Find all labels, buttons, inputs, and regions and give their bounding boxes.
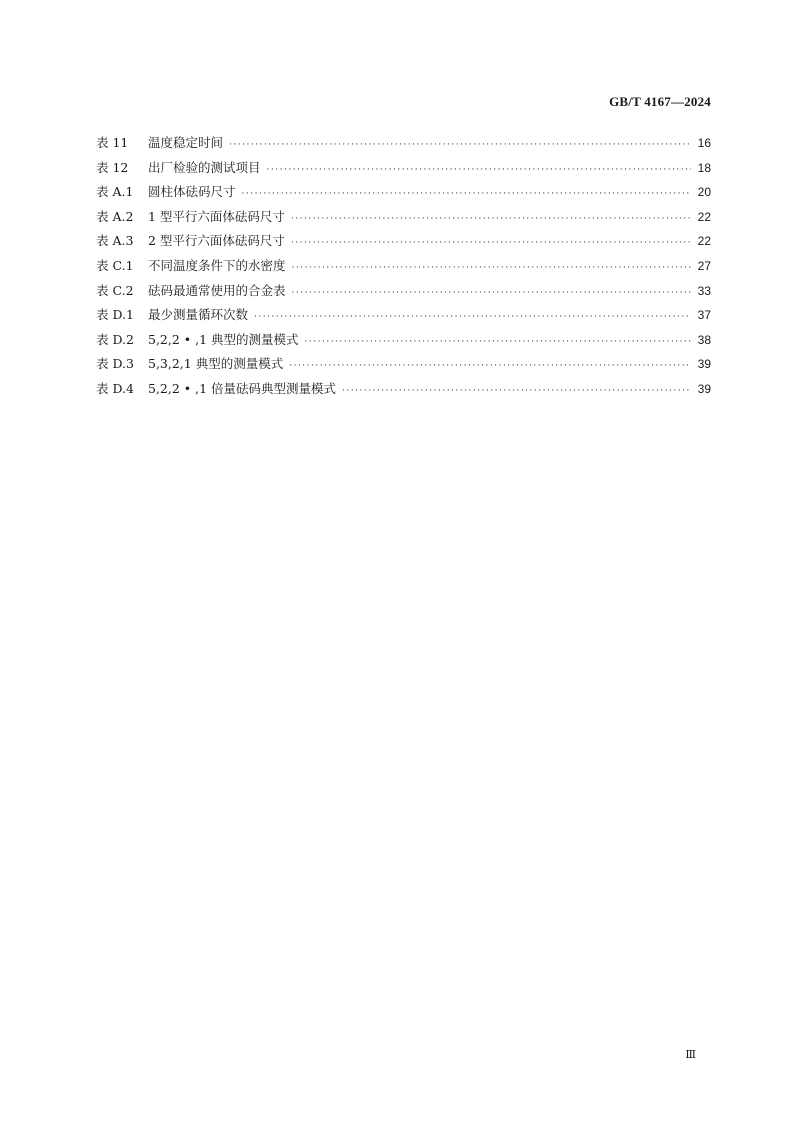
toc-entry-page: 38 (697, 332, 711, 347)
toc-entry-number: 表 C.1 (96, 257, 134, 273)
toc-entry[interactable] (96, 205, 711, 230)
toc-entry-number: 表 C.2 (96, 282, 134, 298)
toc-entry-title: 温度稳定时间 (148, 135, 224, 150)
toc-dot-leader (229, 133, 691, 158)
toc-dot-leader (305, 330, 691, 355)
toc-entry-number: 表 A.2 (96, 208, 134, 224)
toc-entry-title: 不同温度条件下的水密度 (148, 257, 286, 273)
toc-entry-number: 表 A.3 (96, 233, 134, 249)
toc-entry[interactable] (96, 254, 711, 279)
toc-entry-page: 39 (697, 357, 711, 372)
table-of-contents (96, 131, 711, 402)
toc-dot-leader (289, 354, 691, 379)
toc-entry[interactable] (96, 279, 711, 304)
toc-dot-leader (291, 207, 691, 232)
standard-header: GB/T 4167—2024 (609, 94, 711, 109)
toc-dot-leader (292, 256, 691, 281)
toc-entry-title: 5,2,2 • ,1 典型的测量模式 (148, 331, 299, 347)
toc-dot-leader (291, 231, 691, 256)
toc-entry-page: 37 (697, 308, 711, 323)
toc-entry-number: 表 A.1 (96, 184, 134, 200)
toc-dot-leader (267, 158, 691, 183)
toc-entry[interactable] (96, 352, 711, 377)
toc-dot-leader (254, 305, 691, 330)
toc-dot-leader (342, 379, 691, 404)
toc-entry-number: 表 D.2 (96, 331, 134, 347)
toc-entry[interactable] (96, 131, 711, 156)
toc-entry-title: 2 型平行六面体砝码尺寸 (148, 233, 285, 249)
toc-entry-page: 22 (697, 209, 711, 224)
toc-entry-page: 16 (697, 136, 711, 150)
toc-entry-title: 出厂检验的测试项目 (148, 159, 261, 175)
toc-entry[interactable] (96, 303, 711, 328)
toc-entry[interactable] (96, 156, 711, 181)
toc-entry-title: 1 型平行六面体砝码尺寸 (148, 208, 285, 224)
toc-entry[interactable] (96, 180, 711, 205)
toc-entry-page: 39 (697, 381, 711, 396)
toc-entry-title: 5,2,2 • ,1 倍量砝码典型测量模式 (148, 380, 337, 396)
toc-entry-number: 表 D.1 (96, 307, 134, 323)
toc-entry-page: 27 (697, 258, 711, 273)
toc-entry-number: 表 11 (96, 135, 129, 150)
toc-entry-number: 表 12 (96, 159, 129, 175)
toc-entry[interactable] (96, 229, 711, 254)
toc-entry-title: 最少测量循环次数 (148, 307, 249, 323)
toc-entry[interactable] (96, 328, 711, 353)
toc-entry-number: 表 D.4 (96, 380, 134, 396)
toc-entry-page: 22 (697, 234, 711, 249)
toc-entry-title: 圆柱体砝码尺寸 (148, 184, 236, 200)
toc-entry-page: 33 (697, 283, 711, 298)
toc-entry-title: 5,3,2,1 典型的测量模式 (148, 356, 284, 372)
toc-entry-title: 砝码最通常使用的合金表 (148, 282, 286, 298)
toc-entry[interactable] (96, 377, 711, 402)
toc-entry-number: 表 D.3 (96, 356, 134, 372)
toc-entry-page: 18 (697, 160, 711, 175)
toc-entry-page: 20 (697, 185, 711, 200)
toc-dot-leader (242, 182, 691, 207)
page-number: Ⅲ (685, 1049, 696, 1061)
toc-dot-leader (292, 281, 691, 306)
